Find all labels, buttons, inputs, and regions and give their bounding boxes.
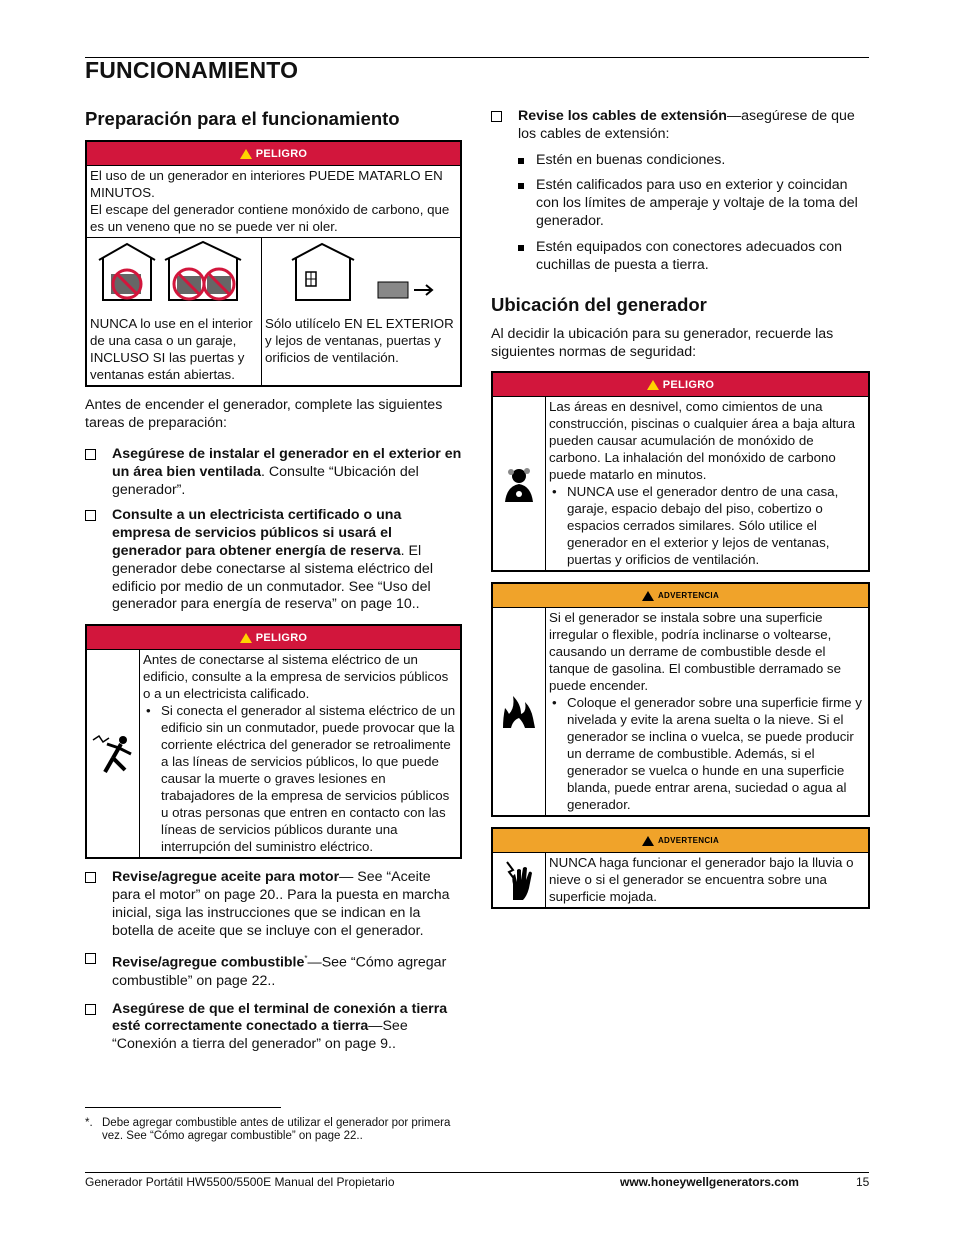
fire-icon-cell	[493, 608, 546, 815]
shock-hand-icon-cell	[493, 853, 546, 907]
cable-bullet-3: Estén equipados con conectores adecuados con cuchillas de puesta a tierra.	[491, 239, 870, 275]
cable-bullet-2: Estén calificados para uso en exterior y coincidan con los límites de amperaje y voltaje de la toma del generador.	[491, 177, 870, 230]
danger-box-low-areas	[491, 371, 870, 572]
left-column	[85, 108, 462, 1054]
danger-line-2: El escape del generador contiene monóxido de carbono, que es un veneno que no se puede ver ni oler.	[90, 202, 450, 234]
right-column	[491, 108, 870, 909]
footnote-mark: *.	[85, 1117, 93, 1129]
page-number: 15	[856, 1175, 870, 1189]
carbon-monoxide-icon	[499, 464, 539, 504]
warning-triangle-icon	[647, 380, 659, 390]
danger-pictogram-left	[87, 238, 262, 385]
warning-label: ADVERTENCIA	[657, 836, 720, 846]
bottom-rule	[85, 1172, 869, 1173]
warning-triangle-icon	[240, 633, 252, 643]
warning-box-rain	[491, 827, 870, 909]
danger-low-areas-text: Las áreas en desnivel, como cimientos de una construcción, piscinas o cualquier área a baja altura pueden causar acumulación de monóxido de carbono. La inhalación del monóxido de carbono puede matarlo en minutos. • NUNCA use el generador dentro de una casa, garaje, espacio debajo del piso, cobertizo o espacios cerrados similares. Sólo utilice el generador en el exterior y lejos de ventanas, puertas y orificios de ventilación.	[546, 397, 868, 570]
caption-never-indoor: NUNCA lo use en el interior de una casa o un garaje, INCLUSO SI las puertas y ventanas están abiertas.	[90, 316, 253, 382]
preparation-intro: Antes de encender el generador, complete las siguientes tareas de preparación:	[85, 397, 443, 431]
danger-line-1: El uso de un generador en interiores PUEDE MATARLO EN MINUTOS.	[90, 168, 443, 200]
warning-surface-bullet: • Coloque el generador sobre una superficie firme y nivelada y evite la arena suelta o la nieve. Si el generador se inclina o vuelca, se puede producir un derrame de combustible. Además, si el generador se vuelca o hunde en una superficie blanda, puede entrar arena, suciedad o agua al generador.	[549, 694, 865, 813]
section-heading-preparation: Preparación para el funcionamiento	[85, 108, 400, 129]
danger-pictogram-right	[262, 238, 460, 385]
electric-shock-hand-icon	[501, 860, 537, 900]
footer-url[interactable]: www.honeywellgenerators.com	[620, 1175, 799, 1189]
warning-bar	[493, 584, 868, 608]
checklist-item-ventilated: Asegúrese de instalar el generador en el exterior en un área bien ventilada. Consulte “Ubicación del generador”.	[85, 446, 462, 499]
outdoor-only-icon	[262, 238, 460, 308]
warning-triangle-icon	[642, 836, 654, 846]
danger-backfeed-text: Antes de conectarse al sistema eléctrico de un edificio, consulte a la empresa de servicios públicos o a un electricista calificado. • Si conecta el generador al sistema eléctrico de un edificio sin un conmutador, puede provocar que la corriente eléctrica del generador se retroalimente a las líneas de servicios públicos, lo que puede causar la muerte o graves lesiones en trabajadores de la empresa de servicios públicos u otras personas que entren en contacto con las líneas de servicios públicos durante una interrupción del suministro eléctrico.	[140, 650, 460, 857]
warning-bar	[493, 829, 868, 853]
danger-text	[87, 166, 460, 238]
danger-label: PELIGRO	[255, 147, 308, 160]
footer-manual-title: Generador Portátil HW5500/5500E Manual del Propietario	[85, 1175, 395, 1189]
page-title: FUNCIONAMIENTO	[85, 57, 299, 83]
checklist-item-electrician: Consulte a un electricista certificado o una empresa de servicios públicos si usará el generador para obtener energía de reserva. El generador debe conectarse al sistema eléctrico del edificio por medio de un conmutador. See “Uso del generador para energía de reserva” on page 10..	[85, 507, 462, 614]
warning-triangle-icon	[240, 149, 252, 159]
caption-outdoor-only: Sólo utilícelo EN EL EXTERIOR y lejos de ventanas, puertas y orificios de ventilación.	[265, 316, 454, 365]
footnote-text: Debe agregar combustible antes de utilizar el generador por primera vez. See “Cómo agregar combustible” on page 22..	[102, 1117, 451, 1142]
no-indoor-use-icon	[87, 238, 262, 308]
checklist-item-oil: Revise/agregue aceite para motor— See “Aceite para el motor” on page 20.. Para la puesta en marcha inicial, siga las instrucciones que se indican en la botella de aceite que se incluye con el generador.	[85, 869, 462, 940]
location-intro: Al decidir la ubicación para su generador, recuerde las siguientes normas de seguridad:	[491, 326, 834, 360]
warning-rain-text: NUNCA haga funcionar el generador bajo la lluvia o nieve o si el generador se encuentra sobre una superficie mojada.	[549, 855, 854, 905]
electrocution-icon-cell	[87, 650, 140, 857]
warning-label: ADVERTENCIA	[657, 591, 720, 601]
warning-surface-text: Si el generador se instala sobre una superficie irregular o flexible, podría inclinarse o voltearse, causando un derrame de combustible desde el tanque de gasolina. El combustible derramado se puede encender. • Coloque el generador sobre una superficie firme y nivelada y evite la arena suelta o la nieve. Si el generador se inclina o vuelca, se puede producir un derrame de combustible. Además, si el generador se vuelca o hunde en una superficie blanda, puede entrar arena, suciedad o agua al generador.	[546, 608, 868, 815]
warning-triangle-icon	[642, 591, 654, 601]
footnote	[85, 1117, 462, 1143]
fire-icon	[499, 692, 539, 732]
danger-label: PELIGRO	[255, 631, 308, 644]
electrocution-icon	[91, 732, 135, 776]
checklist-item-fuel: Revise/agregue combustible*—See “Cómo agregar combustible” on page 22..	[85, 950, 462, 990]
danger-backfeed-bullet: • Si conecta el generador al sistema eléctrico de un edificio sin un conmutador, puede provocar que la corriente eléctrica del generador se retroalimente a las líneas de servicios públicos, lo que puede causar la muerte o graves lesiones en trabajadores de la empresa de servicios públicos u otras personas que entren en contacto con las líneas de servicios públicos durante una interrupción del suministro eléctrico.	[143, 702, 457, 855]
danger-label: PELIGRO	[662, 378, 715, 391]
danger-pictogram-row	[87, 238, 460, 385]
checklist-item-ground: Asegúrese de que el terminal de conexión a tierra esté correctamente conectado a tierra—See “Conexión a tierra del generador” on page 9..	[85, 1001, 462, 1054]
footnote-rule	[85, 1107, 281, 1108]
section-heading-location: Ubicación del generador	[491, 294, 707, 316]
footnote-ref: *	[304, 954, 308, 964]
danger-box-backfeed	[85, 624, 462, 859]
danger-bar	[493, 373, 868, 397]
cable-bullet-1: Estén en buenas condiciones.	[491, 152, 870, 170]
warning-box-surface	[491, 582, 870, 817]
danger-bar	[87, 626, 460, 650]
checklist-item-cables: Revise los cables de extensión—asegúrese de que los cables de extensión:	[491, 108, 870, 144]
danger-bar	[87, 142, 460, 166]
co-icon-cell	[493, 397, 546, 570]
danger-low-areas-bullet: • NUNCA use el generador dentro de una casa, garaje, espacio debajo del piso, cobertizo o espacios cerrados similares. Sólo utilice el generador en el exterior y lejos de ventanas, puertas y orificios de ventilación.	[549, 483, 865, 568]
danger-box-indoor	[85, 140, 462, 387]
